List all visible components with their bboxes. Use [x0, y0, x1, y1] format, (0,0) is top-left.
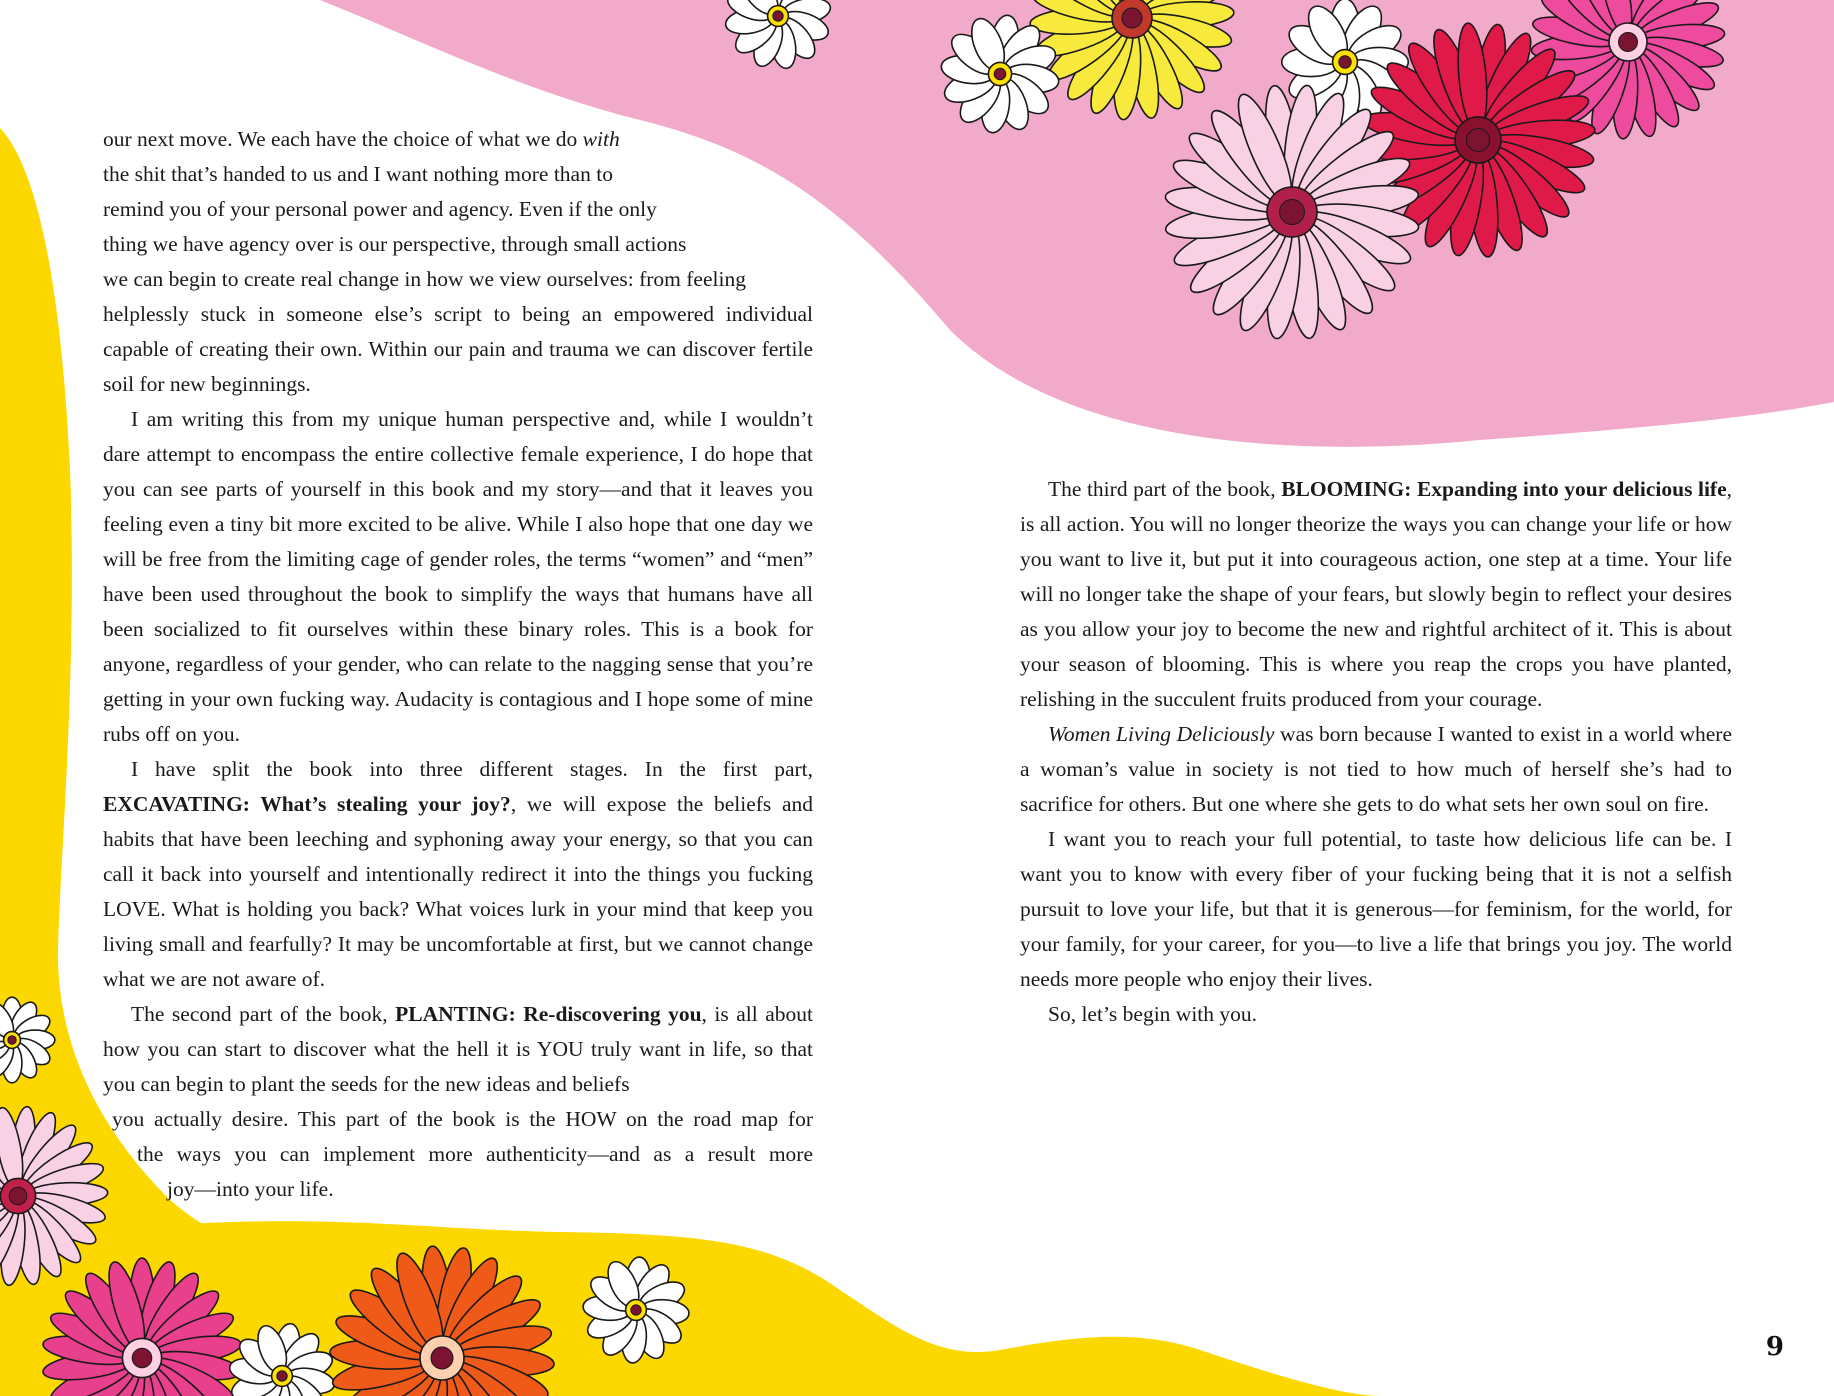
- line: remind you of your personal power and agency. Even if the only: [103, 197, 657, 221]
- bold-section-title: PLANTING: Re-discovering you: [395, 1002, 702, 1026]
- text-run: helplessly stuck in someone else’s script to being an empowered individual capable of creating their own. Within our pain and trauma we can discover fertile soil for new beginnings.: [103, 302, 813, 396]
- text-run: The second part of the book,: [131, 1002, 396, 1026]
- text-run: , is all action. You will no longer theorize the ways you can change your life or how you want to live it, but put it into courageous action, one step at a time. Your life will no longer take the shape of your fears, but slowly begin to reflect your desires as you allow your joy to become the new and rightful architect of it. This is about your season of blooming. This is where you reap the crops you have planted, relishing in the succulent fruits produced from your courage.: [1020, 477, 1732, 711]
- line: [103, 122, 813, 157]
- right-column: [1020, 472, 1732, 1032]
- text-run: I have split the book into three different stages. In the first part,: [131, 757, 813, 781]
- line: the ways you can implement more authenticity—and as a result more: [137, 1142, 813, 1166]
- left-column: [103, 122, 813, 1207]
- line: you actually desire. This part of the book is the HOW on the road map for: [112, 1107, 813, 1131]
- paragraph-1: [103, 122, 813, 402]
- line: we can begin to create real change in how we view ourselves: from feeling: [103, 267, 746, 291]
- italic-text: with: [582, 127, 620, 151]
- line: joy—into your life.: [167, 1177, 334, 1201]
- line: thing we have agency over is our perspective, through small actions: [103, 232, 687, 256]
- bold-section-title: BLOOMING: Expanding into your delicious life: [1281, 477, 1727, 501]
- text-run: , we will expose the beliefs and habits that have been leeching and syphoning away your energy, so that you can call it back into yourself and intentionally redirect it into the things you fucking LOVE. What is holding you back? What voices lurk in your mind that keep you living small and fearfully? It may be uncomfortable at first, but we cannot change what we are not aware of.: [103, 792, 813, 991]
- paragraph-4: So, let’s begin with you.: [1048, 1002, 1258, 1026]
- text-run: , is all about how you can start to discover what the hell it is YOU truly want in life, so that you can begin to plant the seeds for the new ideas and beliefs: [103, 1002, 813, 1096]
- italic-book-title: Women Living Deliciously: [1048, 722, 1275, 746]
- paragraph-2: [1020, 717, 1732, 822]
- paragraph-3: [103, 752, 813, 997]
- paragraph-4: [103, 997, 813, 1207]
- text-run: was born because I wanted to exist in a world where a woman’s value in society is not tied to how much of herself she’s had to sacrifice for others. But one where she gets to do what sets her own soul on fire.: [1020, 722, 1732, 816]
- line: the shit that’s handed to us and I want nothing more than to: [103, 162, 613, 186]
- paragraph-2: I am writing this from my unique human perspective and, while I wouldn’t dare attempt to encompass the entire collective female experience, I do hope that you can see parts of yourself in this book and my story—and that it leaves you feeling even a tiny bit more excited to be alive. While I also hope that one day we will be free from the limiting cage of gender roles, the terms “women” and “men” have been used throughout the book to simplify the ways that humans have all been socialized to fit ourselves within these binary roles. This is a book for anyone, regardless of your gender, who can relate to the nagging sense that you’re getting in your own fucking way. Audacity is contagious and I hope some of mine rubs off on you.: [103, 407, 813, 746]
- paragraph-3: I want you to reach your full potential, to taste how delicious life can be. I want you to know with every fiber of your fucking being that it is not a selfish pursuit to love your life, but that it is generous—for feminism, for the world, for your family, for your career, for you—to live a life that brings you joy. The world needs more people who enjoy their lives.: [1020, 827, 1732, 991]
- paragraph-1: [1020, 472, 1732, 717]
- text-run: our next move. We each have the choice of what we do: [103, 127, 583, 151]
- text-run: The third part of the book,: [1048, 477, 1282, 501]
- bold-section-title: EXCAVATING: What’s stealing your joy?: [103, 792, 511, 816]
- page-number: 9: [1765, 1332, 1784, 1362]
